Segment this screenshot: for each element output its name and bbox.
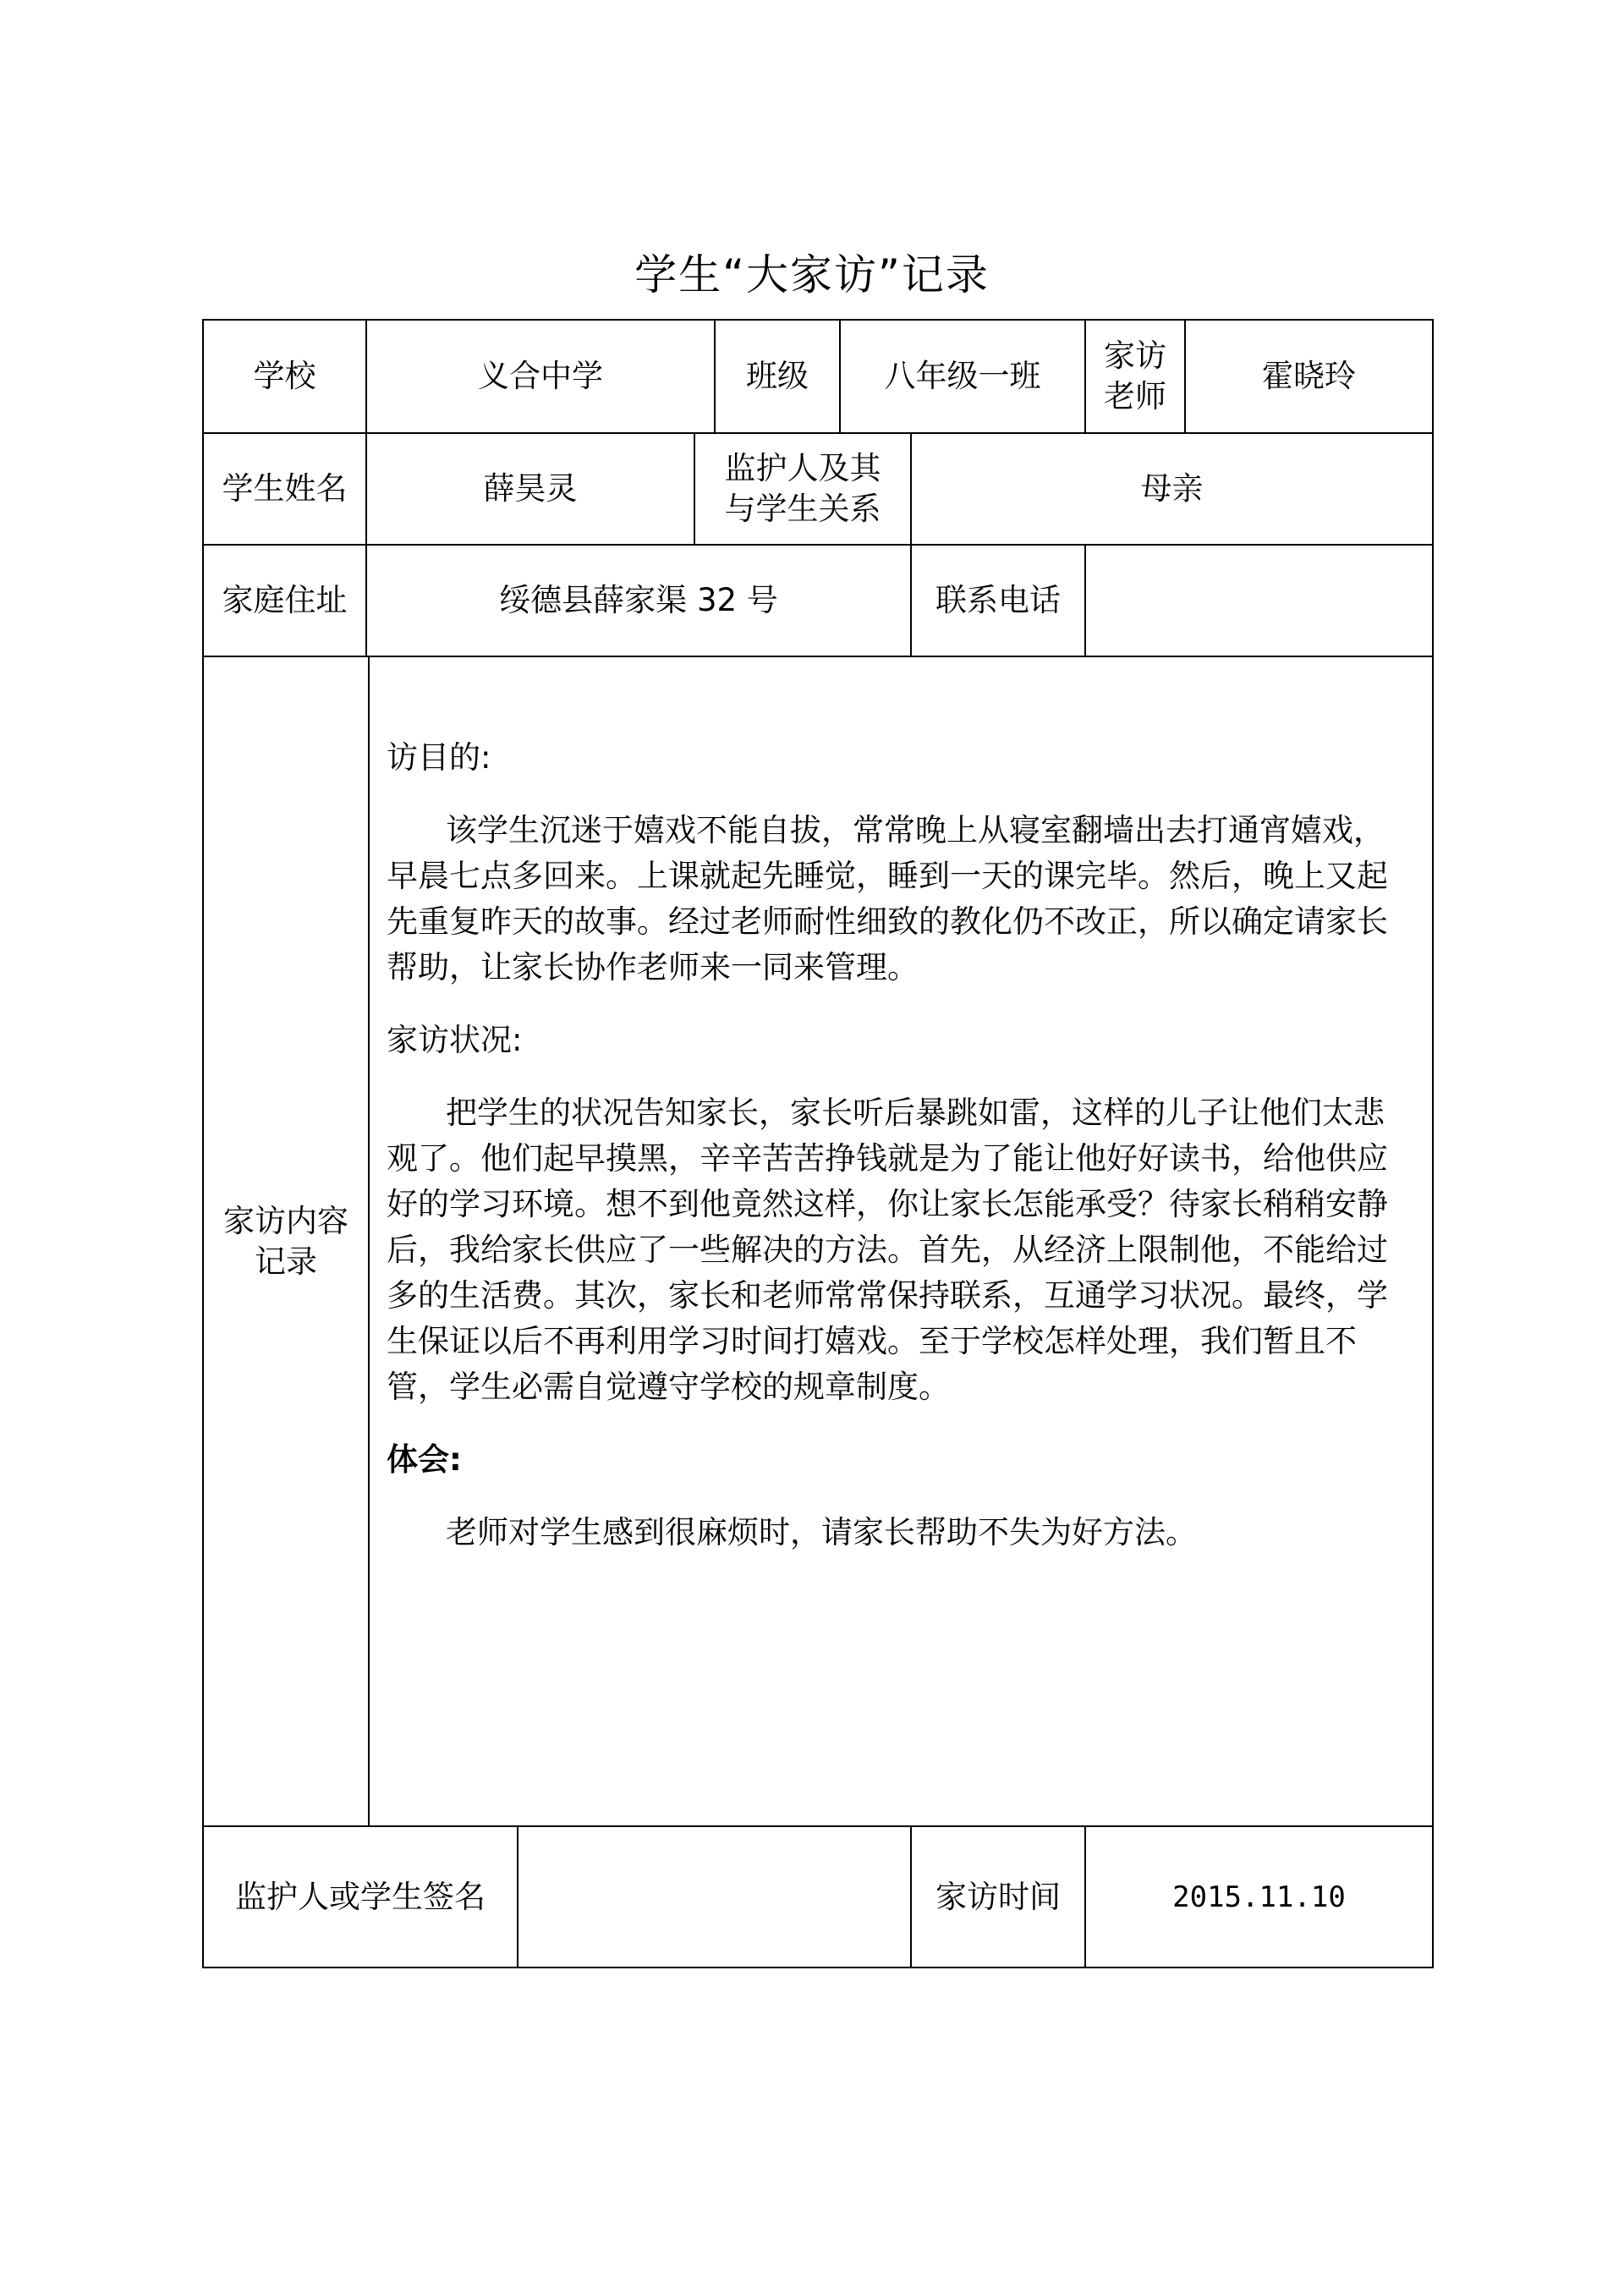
address-value-cell [365, 544, 912, 657]
signature-label-cell [202, 1825, 518, 1968]
guardian-label-line2: 与学生关系 [724, 491, 881, 527]
visit-time-value: 2015.11.10 [1172, 1880, 1346, 1914]
guardian-value: 母亲 [1140, 470, 1204, 507]
class-label: 班级 [746, 358, 809, 394]
signature-label: 监护人或学生签名 [235, 1878, 486, 1915]
status-paragraph: 把学生的状况告知家长，家长听后暴跳如雷，这样的儿子让他们太悲观了。他们起早摸黑，辛辛苦苦挣钱就是为了能让他好好读书，给他供应好的学习环境。想不到他竟然这样，你让家长怎能承受？待家长稍稍安静后，我给家长供应了一些解决的方法。首先，从经济上限制他，不能给过多的生活费。其次，家长和老师常常保持联系，互通学习状况。最终，学生保证以后不再利用学习时间打嬉戏。至于学校怎样处理，我们暂且不管，学生必需自觉遵守学校的规章制度。 [387, 1095, 1388, 1405]
page-title: 学生“大家访”记录 [634, 250, 990, 299]
phone-label-cell [910, 544, 1086, 657]
reflection-paragraph: 老师对学生感到很麻烦时，请家长帮助不失为好方法。 [446, 1514, 1197, 1550]
content-record-cell [368, 656, 1434, 1827]
visit-time-label: 家访时间 [935, 1878, 1061, 1915]
phone-value-cell [1084, 544, 1434, 657]
purpose-heading: 访目的: [387, 739, 491, 776]
content-label-line2: 记录 [255, 1243, 317, 1280]
visit-time-value-cell [1084, 1825, 1434, 1968]
school-label: 学校 [253, 358, 316, 394]
purpose-paragraph: 该学生沉迷于嬉戏不能自拔，常常晚上从寝室翻墙出去打通宵嬉戏，早晨七点多回来。上课就起先睡觉，睡到一天的课完毕。然后，晚上又起先重复昨天的故事。经过老师耐性细致的教化仍不改正，所以确定请家长帮助，让家长协作老师来一同来管理。 [387, 812, 1388, 985]
status-heading: 家访状况: [387, 1022, 523, 1058]
address-value: 绥德县薛家渠 32 号 [499, 582, 778, 618]
visit-time-label-cell [910, 1825, 1086, 1968]
guardian-value-cell [910, 432, 1434, 546]
school-value: 义合中学 [478, 358, 603, 394]
teacher-label-cell [1084, 319, 1186, 434]
content-label-cell [202, 656, 370, 1827]
student-label: 学生姓名 [222, 470, 348, 507]
student-value: 薛昊灵 [483, 470, 578, 507]
class-value: 八年级一班 [884, 358, 1041, 394]
school-label-cell [202, 319, 367, 434]
teacher-value: 霍晓玲 [1262, 358, 1356, 394]
student-value-cell [365, 432, 695, 546]
signature-value-cell [517, 1825, 912, 1968]
address-label: 家庭住址 [222, 582, 348, 618]
phone-label: 联系电话 [935, 582, 1061, 618]
guardian-label-line1: 监护人及其 [724, 450, 881, 486]
reflection-heading: 体会: [387, 1441, 462, 1478]
class-value-cell [839, 319, 1086, 434]
address-label-cell [202, 544, 367, 657]
guardian-label-cell [694, 432, 912, 546]
class-label-cell [714, 319, 841, 434]
content-label-line1: 家访内容 [223, 1202, 348, 1239]
school-value-cell [365, 319, 716, 434]
content-record-text [387, 735, 1413, 1583]
student-label-cell [202, 432, 367, 546]
teacher-label-line2: 老师 [1104, 378, 1166, 414]
teacher-label-line1: 家访 [1104, 338, 1166, 374]
teacher-value-cell [1184, 319, 1434, 434]
